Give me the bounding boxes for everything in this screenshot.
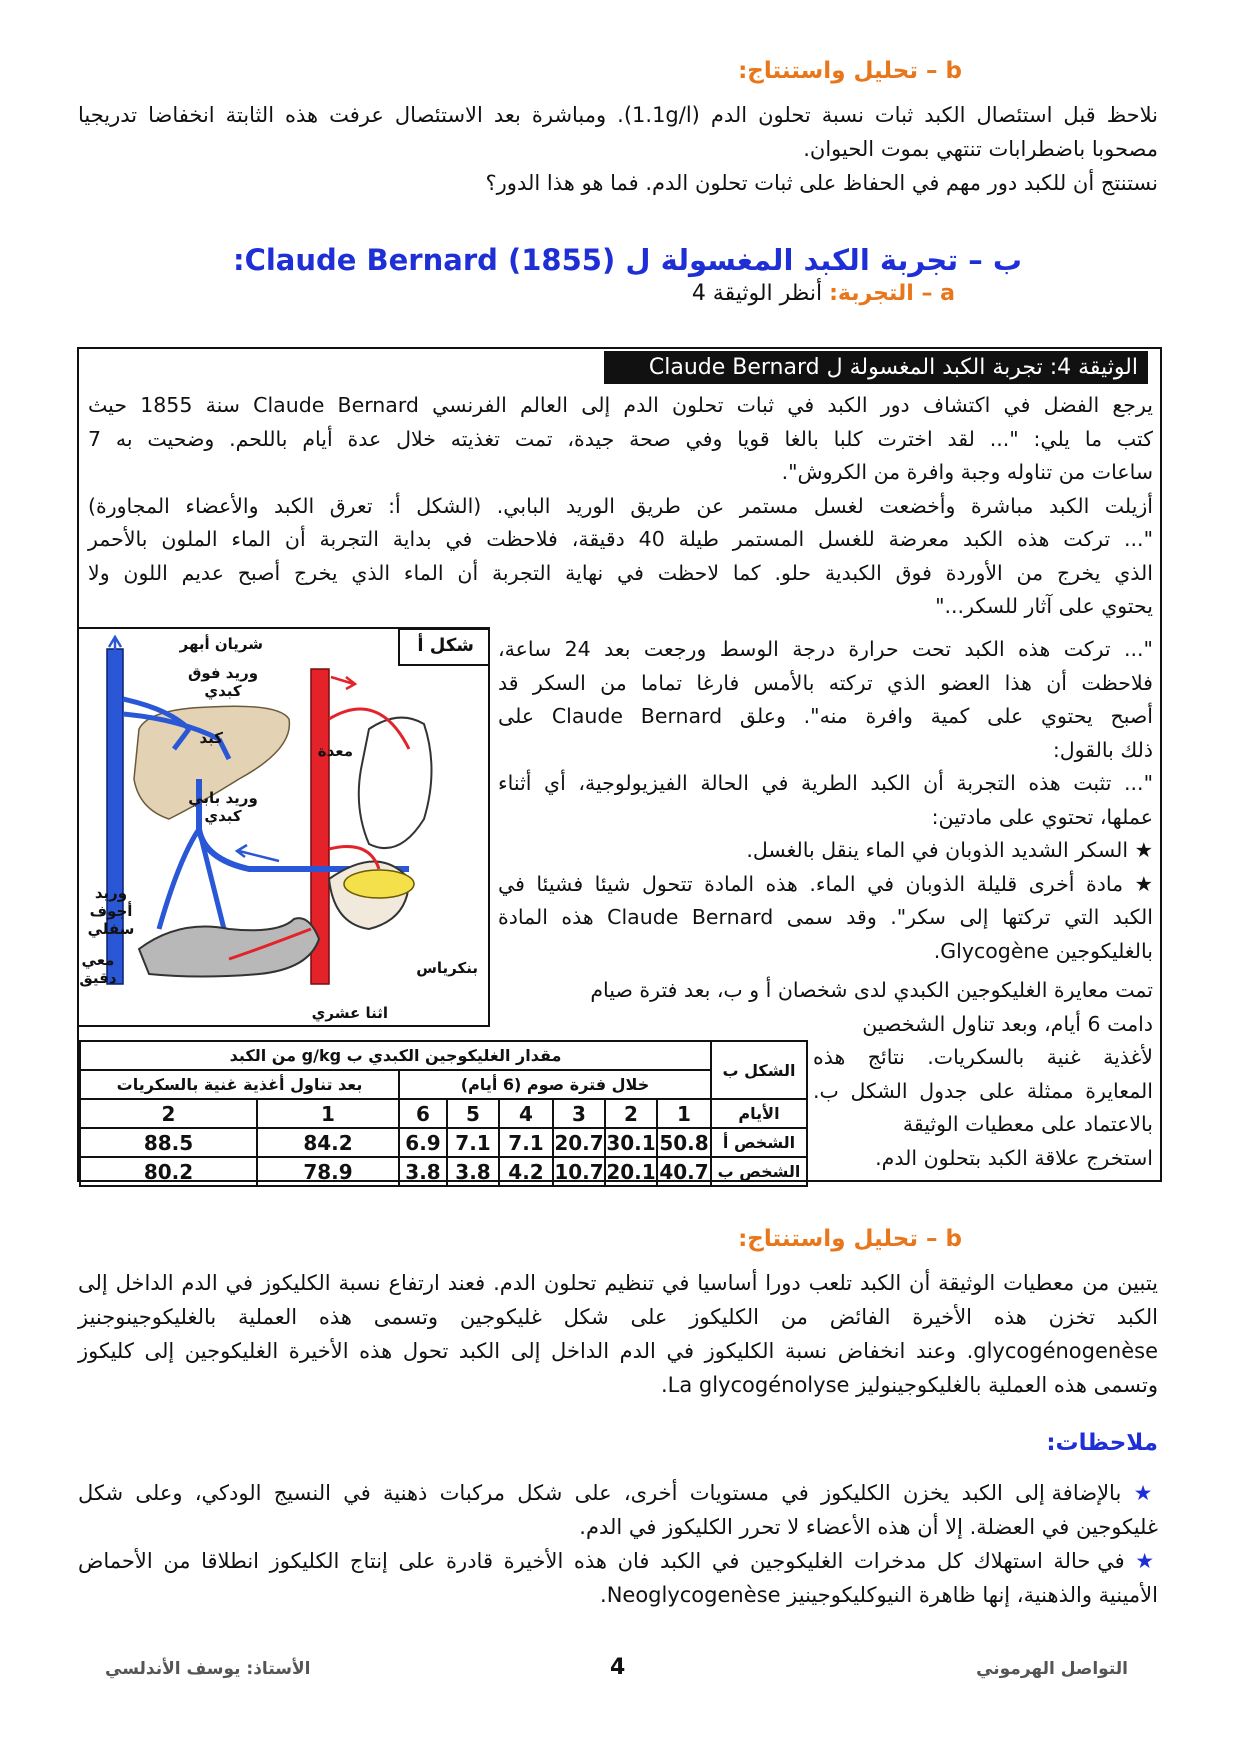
label-liver: كبد [199,729,223,747]
text-line: دامت 6 أيام، وبعد تناول الشخصين [862,1011,1153,1036]
text-line: تمت معايرة الغليكوجين الكبدي لدى شخصان أ و ب، بعد فترة صيام [590,978,1153,1002]
table-cell: 2 [605,1099,657,1128]
table-cell: 50.8 [657,1128,711,1157]
table-after-header: بعد تناول أغذية غنية بالسكريات [80,1070,399,1099]
table-row [80,1099,807,1128]
list-item [78,1476,1158,1544]
right-arrow-icon [331,677,355,689]
table-cell: 10.7 [553,1157,605,1186]
table-cell: 3.8 [399,1157,447,1186]
text-line: عملها، تحتوي على مادتين: [931,804,1153,829]
table-cell: 78.9 [257,1157,399,1186]
left-arrow-icon [237,845,279,861]
figure-a-label: شكل أ [417,635,474,656]
table-cell: 2 [80,1099,257,1128]
document-4-side-text [498,633,1153,968]
paragraph-analysis-1 [78,98,1158,200]
intestine-shape [139,918,319,976]
table-cell: 3 [553,1099,605,1128]
label-hepatic-vein: وريد فوق كبدي [187,664,259,700]
text-line: وتسمى هذه العملية بالغليكوجينوليز La glycogénolyse. [660,1373,1158,1397]
table-fasting-header: خلال فترة صوم (6 أيام) [399,1070,711,1099]
label-vena-cava: وريد أجوف سفلي [87,884,135,938]
figure-a-liver-circulation [77,627,490,1027]
note-text: في حالة استهلاك كل مدخرات الغليكوجين في الكبد فان هذه الأخيرة قادرة على إنتاج الكليكوز انطلاقا من الأحماض [78,1549,1125,1573]
table-cell: 4 [499,1099,553,1128]
table-cell: 1 [657,1099,711,1128]
sub-heading-text: أنظر الوثيقة 4 [691,281,830,306]
text-line: كتب ما يلي: "... لقد اخترت كلبا بالغا قويا وفي صحة جيدة، تمت تغذيته خلال عدة أيام باللحم. وضحيت به 7 [88,426,1153,451]
notes-heading: ملاحظات: [1046,1430,1158,1456]
text-line: glycogénogenèse. وعند انخفاض نسبة الكليكوز في الدم الداخل إلى الكبد تحول هذه الأخيرة الغليكوجين إلى كليكوز [78,1339,1158,1363]
footer-subject: التواصل الهرموني [976,1659,1128,1679]
star-bullet-icon: ★ [1133,1481,1158,1505]
table-cell: 7.1 [499,1128,553,1157]
text-line: بالغليكوجين Glycogène. [933,938,1153,963]
table-days-label: الأيام [711,1099,807,1128]
text-line: فلاحظت أن هذا العضو الذي تركته بالأمس فارغا تماما من السكر قد [498,670,1153,695]
sub-heading-label: a – التجربة: [829,281,955,306]
label-stomach: معدة [317,742,353,760]
page-number: 4 [610,1655,626,1680]
table-cell: 80.2 [80,1157,257,1186]
stomach-shape [359,718,432,849]
mesenteric-vein-shape [159,829,224,929]
text-line: مصحوبا باضطرابات تنتهي بموت الحيوان. [803,137,1158,161]
text-line: نستنتج أن للكبد دور مهم في الحفاظ على ثبات تحلون الدم. فما هو هذا الدور؟ [485,171,1158,195]
footer-teacher: الأستاذ: يوسف الأندلسي [105,1659,311,1679]
text-line: أزيلت الكبد مباشرة وأخضعت لغسل مستمر عن طريق الوريد البابي. (الشكل أ: تعرق الكبد والأعضاء المجاورة) [88,493,1153,518]
table-cell: 88.5 [80,1128,257,1157]
notes-list [78,1476,1158,1612]
table-cell: 7.1 [447,1128,499,1157]
table-cell: 1 [257,1099,399,1128]
document-4-title: الوثيقة 4: تجربة الكبد المغسولة ل Claude Bernard [604,351,1148,384]
section-heading-analysis-2: b – تحليل واستنتاج: [738,1226,962,1252]
star-bullet-icon: ★ [1135,1549,1158,1573]
table-row-label: الشخص أ [711,1128,807,1157]
text-line: ★ السكر الشديد الذوبان في الماء ينقل بالغسل. [746,838,1153,862]
table-cell: 3.8 [447,1157,499,1186]
text-line: ذلك بالقول: [1052,737,1153,762]
table-cell: 6 [399,1099,447,1128]
text-line: "... تركت هذه الكبد معرضة للغسل المستمر طيلة 40 دقيقة، فلاحظت في بداية التجربة أن الماء الملون بالأحمر [88,527,1153,551]
label-small-intestine: معي دقيق [79,951,117,987]
label-duodenum: اثنا عشري [311,1004,388,1022]
text-line: يتبين من معطيات الوثيقة أن الكبد تلعب دورا أساسيا في تنظيم تحلون الدم. فعند ارتفاع نسبة الكليكوز في الدم الداخل إلى [78,1271,1158,1295]
note-text: بالإضافة إلى الكبد يخزن الكليكوز في مستويات أخرى، على شكل مركبات ذهنية في النسيج الودكي، وعلى شكل [78,1481,1122,1505]
text-line: ★ مادة أخرى قليلة الذوبان في الماء. هذه المادة تتحول شيئا فشيئا في [498,871,1153,896]
label-aorta: شريان أبهر [179,635,263,653]
sub-heading-experiment [692,281,955,306]
table-cell: 4.2 [499,1157,553,1186]
text-line: بالاعتماد على معطيات الوثيقة [902,1112,1153,1136]
table-row [80,1128,807,1157]
table-cell: 30.1 [605,1128,657,1157]
text-line: يرجع الفضل في اكتشاف دور الكبد في ثبات تحلون الدم إلى العالم الفرنسي Claude Bernard سنة 1855 حيث [88,393,1153,417]
text-line: "... تثبت هذه التجربة أن الكبد الطرية في الحالة الفيزيولوجية، أي أثناء [498,771,1153,795]
table-cell: 40.7 [657,1157,711,1186]
paragraph-analysis-2 [78,1266,1158,1402]
glycogen-table [79,1040,808,1187]
text-line: الكبد التي تركتها إلى سكر". وقد سمى Claude Bernard هذه المادة [498,905,1153,929]
document-4-intro [88,389,1153,624]
note-text: غليكوجين في العضلة. إلا أن هذه الأعضاء لا تحرر الكليكوز في الدم. [579,1515,1158,1539]
section-heading-analysis-1: b – تحليل واستنتاج: [738,58,962,84]
text-line: أصبح يحتوي على كمية وافرة منه". وعلق Claude Bernard على [498,704,1154,728]
text-line: المعايرة ممثلة على جدول الشكل ب. [813,1078,1153,1103]
text-line: استخرج علاقة الكبد بتحلون الدم. [875,1145,1153,1170]
text-line: الكبد تخزن هذه الأخيرة الفائض من الكليكوز على شكل غليكوجين وتسمى هذه العملية بالغليكوجينوجنيز [78,1305,1158,1329]
list-item [78,1544,1158,1612]
label-portal-vein: وريد بابي كبدي [188,789,258,825]
text-line: الذي يخرج من الأوردة فوق الكبدية حلو. كما لاحظت في نهاية التجربة أن الماء الذي يخرج أصبح عديم اللون ولا [88,560,1153,585]
note-text: الأمينية والذهنية، إنها ظاهرة النيوكليكوجينيز Neoglycogenèse. [600,1583,1158,1607]
text-line: يحتوي على آثار للسكر..." [935,594,1153,618]
label-pancreas: بنكرياس [416,959,478,977]
text-line: لأغذية غنية بالسكريات. نتائج هذه [813,1045,1153,1069]
table-row-label: الشخص ب [711,1157,807,1186]
table-cell: 20.1 [605,1157,657,1186]
section-heading-experiment: ب – تجربة الكبد المغسولة ل Claude Bernard (1855): [232,243,1022,277]
text-line: ساعات من تناوله وجبة وافرة من الكروش". [781,460,1153,484]
table-row [80,1157,807,1186]
text-line: نلاحظ قبل استئصال الكبد ثبات نسبة تحلون الدم (1.1g/l). ومباشرة بعد الاستئصال عرفت هذه الثابتة انخفاضا تدريجيا [78,103,1158,127]
table-header: مقدار الغليكوجين الكبدي ب g/kg من الكبد [80,1041,711,1070]
table-cell: 84.2 [257,1128,399,1157]
table-figure-label: الشكل ب [711,1041,807,1099]
pancreas-shape [344,870,414,898]
table-cell: 20.7 [553,1128,605,1157]
table-cell: 5 [447,1099,499,1128]
text-line: "... تركت هذه الكبد تحت حرارة درجة الوسط ورجعت بعد 24 ساعة، [498,637,1153,661]
table-cell: 6.9 [399,1128,447,1157]
